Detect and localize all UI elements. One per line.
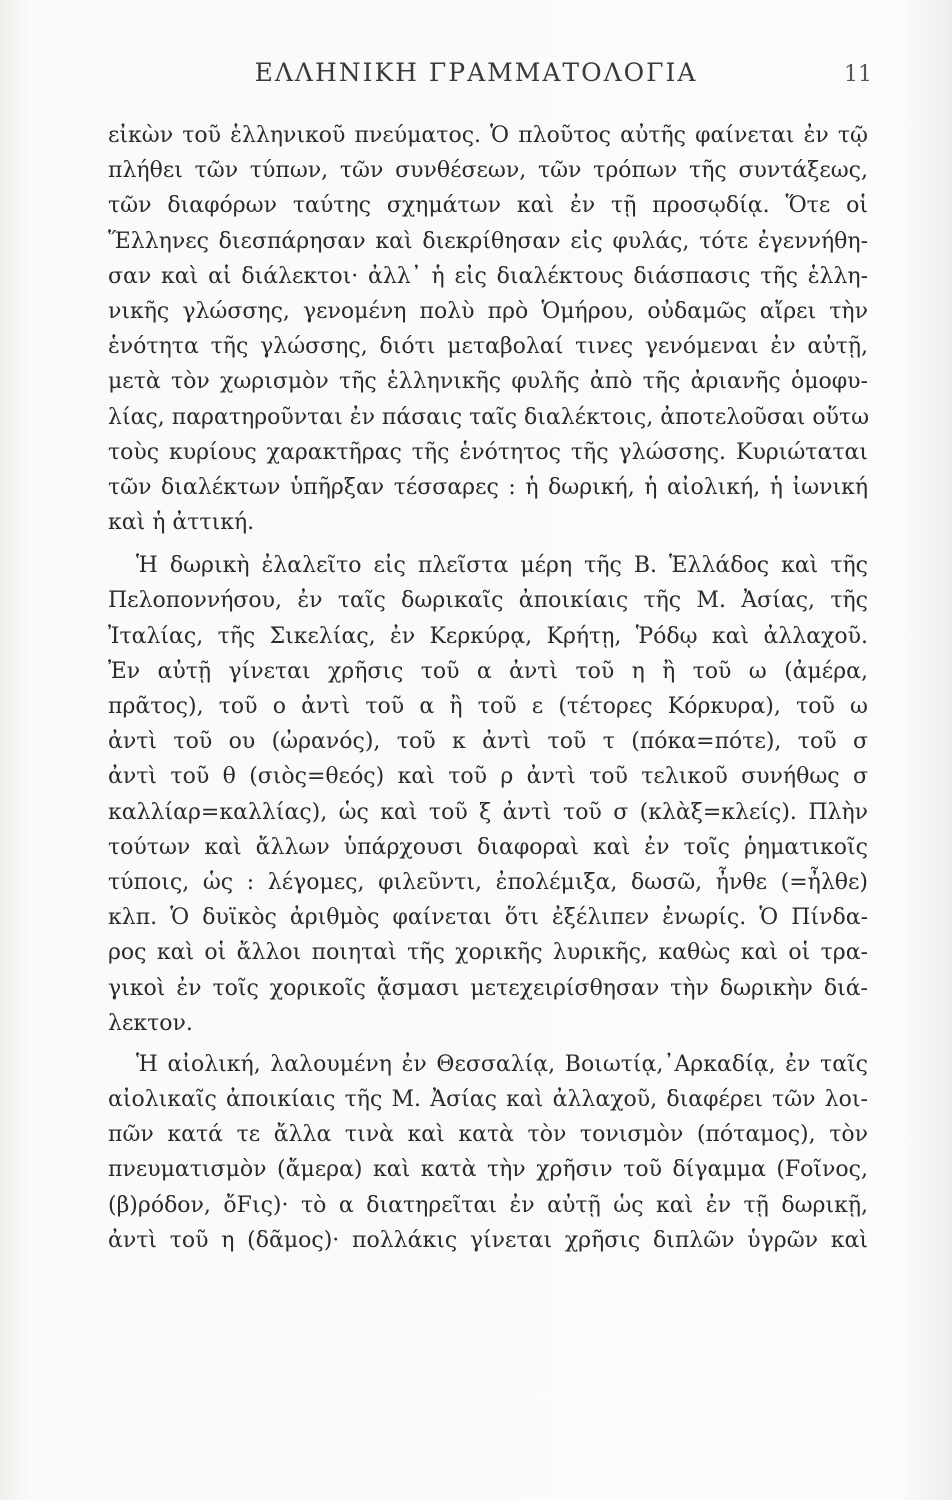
- text-line: κλπ. Ὁ δυϊκὸς ἀριθμὸς φαίνεται ὅτι ἐξέλιπεν ἐνωρίς. Ὁ Πίνδα-: [108, 905, 868, 931]
- text-line: λίας, παρατηροῦνται ἐν πάσαις ταῖς διαλέκτοις, ἀποτελοῦσαι οὕτω: [108, 404, 870, 430]
- text-line: Ἕλληνες διεσπάρησαν καὶ διεκρίθησαν εἰς φυλάς, τότε ἐγεννήθη-: [108, 228, 868, 254]
- text-line: ἀντὶ τοῦ ου (ὠρανός), τοῦ κ ἀντὶ τοῦ τ (πόκα=πότε), τοῦ σ: [108, 729, 868, 755]
- text-line: μετὰ τὸν χωρισμὸν τῆς ἑλληνικῆς φυλῆς ἀπὸ τῆς ἀριανῆς ὁμοφυ-: [108, 369, 868, 395]
- paragraph: [108, 118, 868, 540]
- paragraph-gap: [108, 540, 868, 548]
- running-head: [0, 58, 952, 98]
- paragraph: [108, 548, 868, 1041]
- text-line: τῶν διαλέκτων ὑπῆρξαν τέσσαρες : ἡ δωρική, ἡ αἰολική, ἡ ἰωνική: [108, 474, 868, 500]
- page-number: 11: [844, 62, 872, 87]
- text-line: ἑνότητα τῆς γλώσσης, διότι μεταβολαί τινες γενόμεναι ἐν αὐτῇ,: [108, 334, 868, 360]
- text-line: ρος καὶ οἱ ἄλλοι ποιηταὶ τῆς χορικῆς λυρικῆς, καθὼς καὶ οἱ τρα-: [108, 940, 868, 966]
- text-line: εἰκὼν τοῦ ἑλληνικοῦ πνεύματος. Ὁ πλοῦτος αὐτῆς φαίνεται ἐν τῷ: [108, 123, 868, 148]
- text-line: (β)ρόδον, ὄFις)· τὸ α διατηρεῖται ἐν αὐτῇ ὡς καὶ ἐν τῇ δωρικῇ,: [108, 1192, 868, 1218]
- text-line: Ἰταλίας, τῆς Σικελίας, ἐν Κερκύρᾳ, Κρήτῃ, Ῥόδῳ καὶ ἀλλαχοῦ.: [108, 623, 868, 649]
- text-line: Πελοποννήσου, ἐν ταῖς δωρικαῖς ἀποικίαις τῆς Μ. Ἀσίας, τῆς: [108, 588, 868, 614]
- text-line: πνευματισμὸν (ἄμερα) καὶ κατὰ τὴν χρῆσιν τοῦ δίγαμμα (Fοῖνος,: [108, 1157, 868, 1183]
- text-line: ἀντὶ τοῦ θ (σιὸς=θεός) καὶ τοῦ ρ ἀντὶ τοῦ τελικοῦ συνήθως σ: [108, 764, 868, 790]
- text-line: Ἐν αὐτῇ γίνεται χρῆσις τοῦ α ἀντὶ τοῦ η ἢ τοῦ ω (ἀμέρα,: [108, 658, 868, 684]
- text-line: πῶν κατά τε ἄλλα τινὰ καὶ κατὰ τὸν τονισμὸν (πόταμος), τὸν: [108, 1122, 868, 1148]
- text-line: γικοὶ ἐν τοῖς χορικοῖς ᾄσμασι μετεχειρίσθησαν τὴν δωρικὴν διά-: [108, 975, 868, 1001]
- text-line: πρᾶτος), τοῦ ο ἀντὶ τοῦ α ἢ τοῦ ε (τέτορες Κόρκυρα), τοῦ ω: [108, 694, 868, 719]
- text-line: πλήθει τῶν τύπων, τῶν συνθέσεων, τῶν τρόπων τῆς συντάξεως,: [108, 158, 868, 184]
- running-title: ΕΛΛΗΝΙΚΗ ΓΡΑΜΜΑΤΟΛΟΓΙΑ: [254, 58, 698, 87]
- text-line: νικῆς γλώσσης, γενομένη πολὺ πρὸ Ὁμήρου, οὐδαμῶς αἴρει τὴν: [108, 298, 868, 324]
- text-line: Ἡ αἰολική, λαλουμένη ἐν Θεσσαλίᾳ, Βοιωτίᾳ,᾿Αρκαδίᾳ, ἐν ταῖς: [136, 1051, 868, 1077]
- text-line: ἀντὶ τοῦ η (δᾶμος)· πολλάκις γίνεται χρῆσις διπλῶν ὑγρῶν καὶ: [108, 1227, 868, 1253]
- text-line: τούτων καὶ ἄλλων ὑπάρχουσι διαφοραὶ καὶ ἐν τοῖς ῥηματικοῖς: [108, 834, 868, 860]
- body-text: [108, 118, 868, 1258]
- text-line: τοὺς κυρίους χαρακτῆρας τῆς ἑνότητος τῆς γλώσσης. Κυριώταται: [108, 439, 868, 465]
- text-line: λεκτον.: [108, 1010, 193, 1036]
- text-line: Ἡ δωρικὴ ἐλαλεῖτο εἰς πλεῖστα μέρη τῆς Β. Ἑλλάδος καὶ τῆς: [136, 553, 868, 579]
- text-line: τῶν διαφόρων ταύτης σχημάτων καὶ ἐν τῇ προσῳδίᾳ. Ὅτε οἱ: [108, 193, 868, 219]
- paragraph: [108, 1047, 868, 1258]
- text-line: καλλίαρ=καλλίας), ὡς καὶ τοῦ ξ ἀντὶ τοῦ σ (κλὰξ=κλείς). Πλὴν: [108, 799, 868, 825]
- text-line: σαν καὶ αἱ διάλεκτοι· ἀλλ᾿ ἡ εἰς διαλέκτους διάσπασις τῆς ἑλλη-: [108, 263, 868, 289]
- text-line: τύποις, ὡς : λέγομες, φιλεῦντι, ἐπολέμιξα, δωσῶ, ἦνθε (=ἦλθε): [108, 869, 868, 895]
- text-line: καὶ ἡ ἀττική.: [108, 510, 255, 536]
- text-line: αἰολικαῖς ἀποικίαις τῆς Μ. Ἀσίας καὶ ἀλλαχοῦ, διαφέρει τῶν λοι-: [108, 1087, 868, 1113]
